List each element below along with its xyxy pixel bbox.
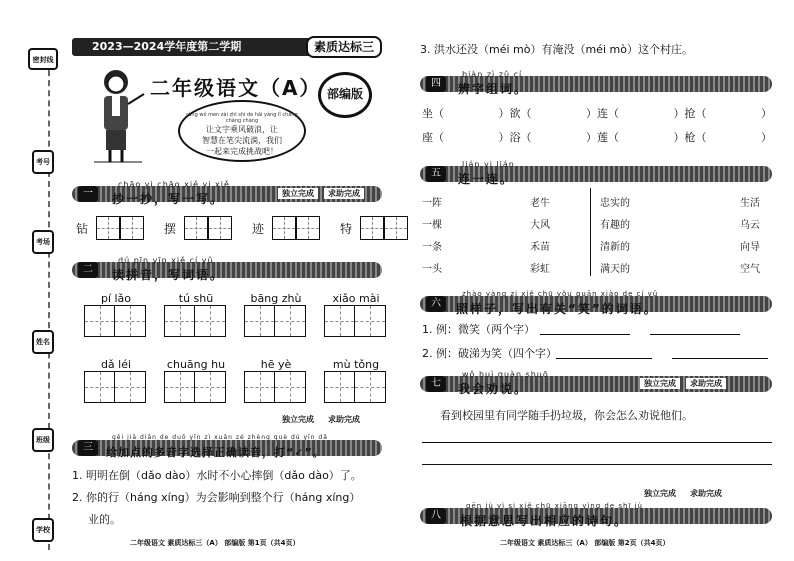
section-2-self-eval <box>278 414 364 425</box>
edition-badge: 部编版 <box>318 72 372 118</box>
section-7-number: 七 <box>426 376 446 392</box>
copy-char-1: 钻 <box>76 221 89 236</box>
section-2-pinyin: dú pīn yīn xiě cí yǔ <box>118 256 214 265</box>
section-3-pinyin: gěi jiā diǎn de duō yīn zì xuǎn zé zhèng què dú yīn dǎ <box>112 434 328 441</box>
field-class: 班级 <box>32 428 54 452</box>
section-6-pinyin: zhào yàng zi xiě chū yǒu guān xiào de cí yǔ <box>462 290 659 298</box>
section-2-number: 二 <box>78 262 98 278</box>
match-row: 一头 彩虹 满天的 空气 <box>422 263 760 275</box>
writing-box[interactable] <box>360 216 384 240</box>
seal-label: 密封线 <box>28 48 58 70</box>
section-4-number: 四 <box>426 76 446 92</box>
answer-line[interactable] <box>422 464 772 465</box>
field-exam-number: 考号 <box>32 150 54 174</box>
question-3-1: 1. 明明在倒（dǎo dào）水时不小心摔倒（dǎo dào）了。 <box>72 469 362 482</box>
answer-line[interactable] <box>556 358 652 359</box>
bubble-text-line1: 让文字乘风破浪，让 <box>206 125 278 134</box>
word-item: hē yè <box>244 358 308 406</box>
writing-box[interactable] <box>296 216 320 240</box>
section-7-pinyin: wǒ huì quàn shuō <box>462 370 549 379</box>
section-5-number: 五 <box>426 166 446 182</box>
independent-checkbox[interactable]: 独立完成 <box>278 414 318 425</box>
bubble-text-line2: 智慧在笔尖流淌，我们 <box>202 136 282 145</box>
help-checkbox[interactable]: 求助完成 <box>686 488 726 499</box>
match-table <box>422 190 782 278</box>
binding-margin <box>18 40 56 550</box>
independent-checkbox[interactable]: 独立完成 <box>278 188 318 199</box>
writing-box[interactable] <box>384 216 408 240</box>
writing-box[interactable] <box>184 216 208 240</box>
section-5-pinyin: lián yi lián <box>462 160 515 169</box>
question-3-2-cont: 业的。 <box>88 513 121 526</box>
word-item: bāng zhù <box>244 292 308 340</box>
help-checkbox[interactable]: 求助完成 <box>324 414 364 425</box>
bubble-text-line3: 一起来完成挑战吧！ <box>206 147 278 156</box>
section-1-title: 抄一抄，写一写。 <box>112 192 225 206</box>
pinyin-row-1 <box>84 292 388 340</box>
footer-page-1: 二年级语文 素质达标三（A） 部编版 第1页（共4页） <box>130 539 300 547</box>
quality-badge: 素质达标三 <box>306 36 382 58</box>
distinguish-row-2: 座（ ）浴（ ）莲（ ）枪（ ） <box>422 131 772 144</box>
word-item: pí lǎo <box>84 292 148 340</box>
independent-checkbox[interactable]: 独立完成 <box>640 378 680 389</box>
answer-line[interactable] <box>422 442 772 443</box>
word-item: xiǎo mài <box>324 292 388 340</box>
help-checkbox[interactable]: 求助完成 <box>686 378 726 389</box>
teacher-illustration <box>90 64 146 164</box>
copy-row <box>76 216 408 240</box>
field-name: 姓名 <box>32 330 54 354</box>
section-7-title: 我会劝说。 <box>458 382 529 396</box>
match-row: 一阵 老牛 忠实的 生活 <box>422 197 760 209</box>
footer-page-2: 二年级语文 素质达标三（A） 部编版 第2页（共4页） <box>500 539 670 547</box>
question-6-1: 1. 例：微笑（两个字） <box>422 323 535 336</box>
speech-bubble <box>178 100 306 162</box>
word-item: dǎ léi <box>84 358 148 406</box>
seal-line <box>48 60 50 550</box>
match-row: 一棵 大风 有趣的 乌云 <box>422 219 760 231</box>
distinguish-row-1: 坐（ ）欲（ ）连（ ）抢（ ） <box>422 107 772 120</box>
writing-box[interactable] <box>120 216 144 240</box>
section-6-title: 照样子，写出有关“笑”的词语。 <box>456 302 658 316</box>
term-text: 2023—2024学年度第二学期 <box>92 40 242 53</box>
section-7-self-eval <box>640 378 726 389</box>
section-3-title: 给加点的多音字选择正确读音，打“✓”。 <box>106 446 325 459</box>
word-item: tú shū <box>164 292 228 340</box>
independent-checkbox[interactable]: 独立完成 <box>640 488 680 499</box>
copy-char-4: 特 <box>340 221 353 236</box>
copy-char-2: 摆 <box>164 221 177 236</box>
writing-box[interactable] <box>208 216 232 240</box>
question-3-2: 2. 你的行（háng xíng）为会影响到整个行（háng xíng） <box>72 491 361 504</box>
pinyin-row-2 <box>84 358 388 406</box>
answer-line[interactable] <box>540 334 630 335</box>
match-row: 一条 禾苗 清新的 向导 <box>422 241 760 253</box>
section-8-pinyin: gēn jù yì si xiě chū xiāng yìng de shī jù <box>466 502 643 510</box>
writing-box[interactable] <box>272 216 296 240</box>
section-6-number: 六 <box>426 296 446 312</box>
help-checkbox[interactable]: 求助完成 <box>324 188 364 199</box>
answer-line[interactable] <box>672 358 768 359</box>
term-header <box>72 38 372 56</box>
section-1-number: 一 <box>78 186 98 202</box>
writing-box[interactable] <box>96 216 120 240</box>
section-8-title: 根据意思写出相应的诗句。 <box>460 514 629 528</box>
section-8-number: 八 <box>426 508 446 524</box>
question-6-2: 2. 例：破涕为笑（四个字） <box>422 347 557 360</box>
section-1-pinyin: chāo yi chāo xiě yi xiě <box>118 180 230 189</box>
question-3-3: 3. 洪水还没（méi mò）有淹没（méi mò）这个村庄。 <box>420 43 693 56</box>
section-4-title: 辨字组词。 <box>458 82 529 96</box>
answer-line[interactable] <box>650 334 740 335</box>
section-7-self-eval-2 <box>640 488 726 499</box>
bubble-pinyin: ràng wǒ men zài zhī shi de hǎi yáng lǐ chàng chàng chàng <box>186 112 298 124</box>
question-7-prompt: 看到校园里有同学随手扔垃圾，你会怎么劝说他们。 <box>440 409 693 422</box>
field-exam-room: 考场 <box>32 230 54 254</box>
copy-char-3: 迹 <box>252 221 265 236</box>
section-5-title: 连一连。 <box>458 172 515 186</box>
section-1-self-eval <box>278 188 364 199</box>
field-school: 学校 <box>32 518 54 542</box>
section-3-number: 三 <box>78 440 98 456</box>
section-2-title: 读拼音，写词语。 <box>112 268 225 282</box>
word-item: chuāng hu <box>164 358 228 406</box>
word-item: mù tǒng <box>324 358 388 406</box>
page-title: 二年级语文（A） <box>150 76 322 100</box>
section-4-pinyin: biàn zì zǔ cí <box>462 70 523 79</box>
